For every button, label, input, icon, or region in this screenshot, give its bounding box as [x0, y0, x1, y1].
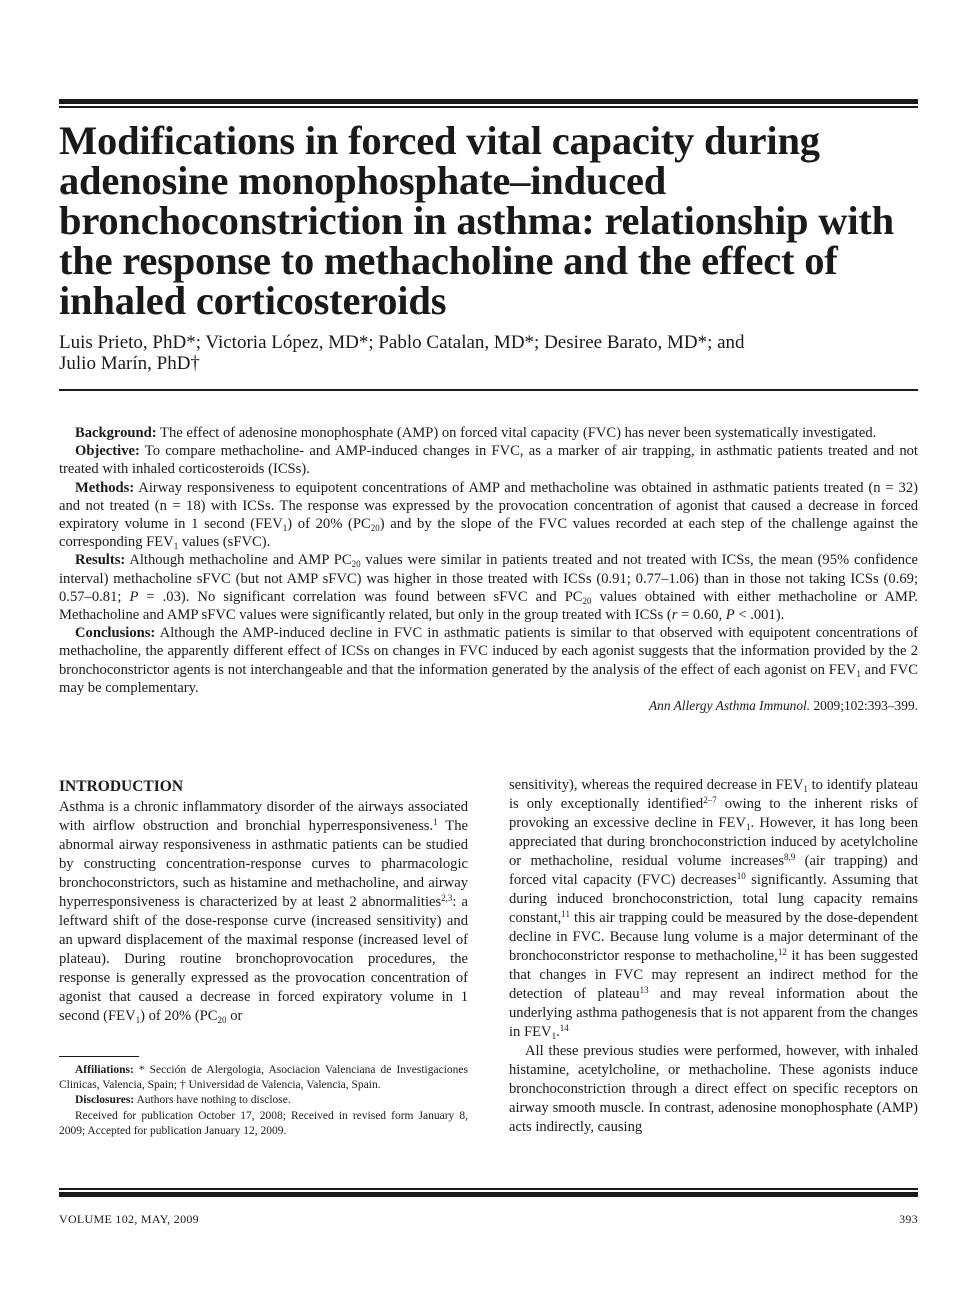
intro-paragraph-1-continued: sensitivity), whereas the required decrease in $FEV_1$ to identify plateau is only exceptionally identified$^{2-7}$ owing to the inherent risks of provoking an excessive decline in $FEV_1$. However, it has long been appreciated that during bronchoconstriction induced by acetylcholine or methacholine, residual volume increases$^{8,9}$ (air trapping) and forced vital capacity (FVC) decreases$^{10}$ significantly. Assuming that during induced bronchoconstriction, total lung capacity remains constant,$^{11}$ this air trapping could be measured by the dose-dependent decline in FVC. Because lung volume is a major determinant of the bronchoconstrictor response to methacholine,$^{12}$ it has been suggested that changes in FVC may represent an indirect method for the detection of plateau$^{13}$ and may reveal information about the underlying asthma pathogenesis that is not apparent from the changes in $FEV_1.^{14}$	[509, 777, 919, 1041]
footer-volume: VOLUME 102, MAY, 2009	[59, 1212, 199, 1226]
bottom-rule-thin	[59, 1188, 918, 1190]
author-line-2: Julio Marín, PhD†	[59, 353, 200, 374]
bottom-rule-thick	[59, 1192, 918, 1197]
footnote-disclosures: Disclosures: Authors have nothing to disclose.	[75, 1094, 291, 1107]
top-rule-thick	[59, 99, 918, 104]
intro-paragraph-1: Asthma is a chronic inflammatory disorder of the airways associated with airflow obstruction and bronchial hyperresponsiveness.$^1$ The abnormal airway responsiveness in asthmatic patients can be studied by constructing concentration-response curves to pharmacologic bronchoconstrictors, such as histamine and methacholine, and airway hyperresponsiveness is characterized by at least 2 abnormalities$^{2,3}$: a leftward shift of the dose-response curve (increased sensitivity) and an upward displacement of the maximal response (increased level of plateau). During routine bronchoprovocation procedures, the response is generally expressed as the provocation concentration of agonist that caused a decrease in forced expiratory volume in 1 second $(FEV_1)$ of 20% ($PC_{20}$ or	[59, 799, 469, 1025]
intro-paragraph-2: All these previous studies were performed, however, with inhaled histamine, acetylcholine, or methacholine. These agonists induce bronchoconstriction through a direct effect on specific receptors on airway smooth muscle. In contrast, adenosine monophosphate (AMP) acts indirectly, causing	[509, 1043, 918, 1135]
abstract-objective: Objective: To compare methacholine- and AMP-induced changes in FVC, as a marker of air trapping, in asthmatic patients treated and not treated with inhaled corticosteroids (ICSs).	[59, 443, 918, 478]
top-rule-thin	[59, 106, 918, 108]
article-title: Modifications in forced vital capacity during adenosine monophosphate–induced bronchoconstriction in asthma: relationship with the response to methacholine and the effect of inhaled corticosteroids	[59, 118, 894, 323]
author-line-1: Luis Prieto, PhD*; Victoria López, MD*; Pablo Catalan, MD*; Desiree Barato, MD*; and	[59, 332, 745, 353]
abstract	[59, 424, 918, 715]
left-column	[59, 776, 468, 1139]
abstract-results: Results: Although methacholine and AMP $PC_{20}$ values were similar in patients treated and not treated with ICSs, the mean (95% confidence interval) methacholine sFVC (but not AMP sFVC) was higher in those treated with ICSs (0.91; 0.77–1.06) than in those not taking ICSs (0.69; 0.57–0.81; P = .03). No significant correlation was found between sFVC and $PC_{20}$ values obtained with either methacholine or AMP. Methacholine and AMP sFVC values were significantly related, but only in the group treated with ICSs (r = 0.60, P < .001).	[59, 552, 919, 624]
author-list	[59, 332, 919, 374]
section-heading-introduction: INTRODUCTION	[59, 778, 184, 795]
journal-citation: Ann Allergy Asthma Immunol. 2009;102:393–399.	[648, 698, 918, 714]
abstract-methods: Methods: Airway responsiveness to equipotent concentrations of AMP and methacholine was obtained in asthmatic patients treated (n = 32) and not treated (n = 18) with ICSs. The response was expressed by the provocation concentration of agonist that caused a decrease in forced expiratory volume in 1 second $(FEV_1)$ of 20% $(PC_{20})$ and by the slope of the FVC values recorded at each step of the challenge against the corresponding $FEV_1$ values (sFVC).	[59, 479, 919, 552]
footnotes	[59, 1063, 468, 1139]
page-number: 393	[899, 1212, 918, 1226]
abstract-background: Background: The effect of adenosine monophosphate (AMP) on forced vital capacity (FVC) has never been systematically investigated.	[75, 425, 877, 441]
abstract-conclusions: Conclusions: Although the AMP-induced decline in FVC in asthmatic patients is similar to that observed with equipotent concentrations of methacholine, the apparently different effect of ICSs on changes in FVC induced by each agonist suggests that the information provided by the 2 bronchoconstrictor agents is not interchangeable and that the information generated by the analysis of the effect of each agonist on $FEV_1$ and FVC may be complementary.	[59, 625, 918, 696]
authors-rule	[59, 389, 918, 391]
footnote-affiliations: Affiliations: * Sección de Alergologia, Asociacion Valenciana de Investigaciones Clinicas, Valencia, Spain; † Universidad de Valencia, Valencia, Spain.	[59, 1064, 468, 1092]
right-column	[509, 776, 918, 1137]
footnote-rule	[59, 1056, 139, 1057]
footnote-received: Received for publication October 17, 2008; Received in revised form January 8, 2009; Accepted for publication January 12, 2009.	[59, 1109, 468, 1137]
